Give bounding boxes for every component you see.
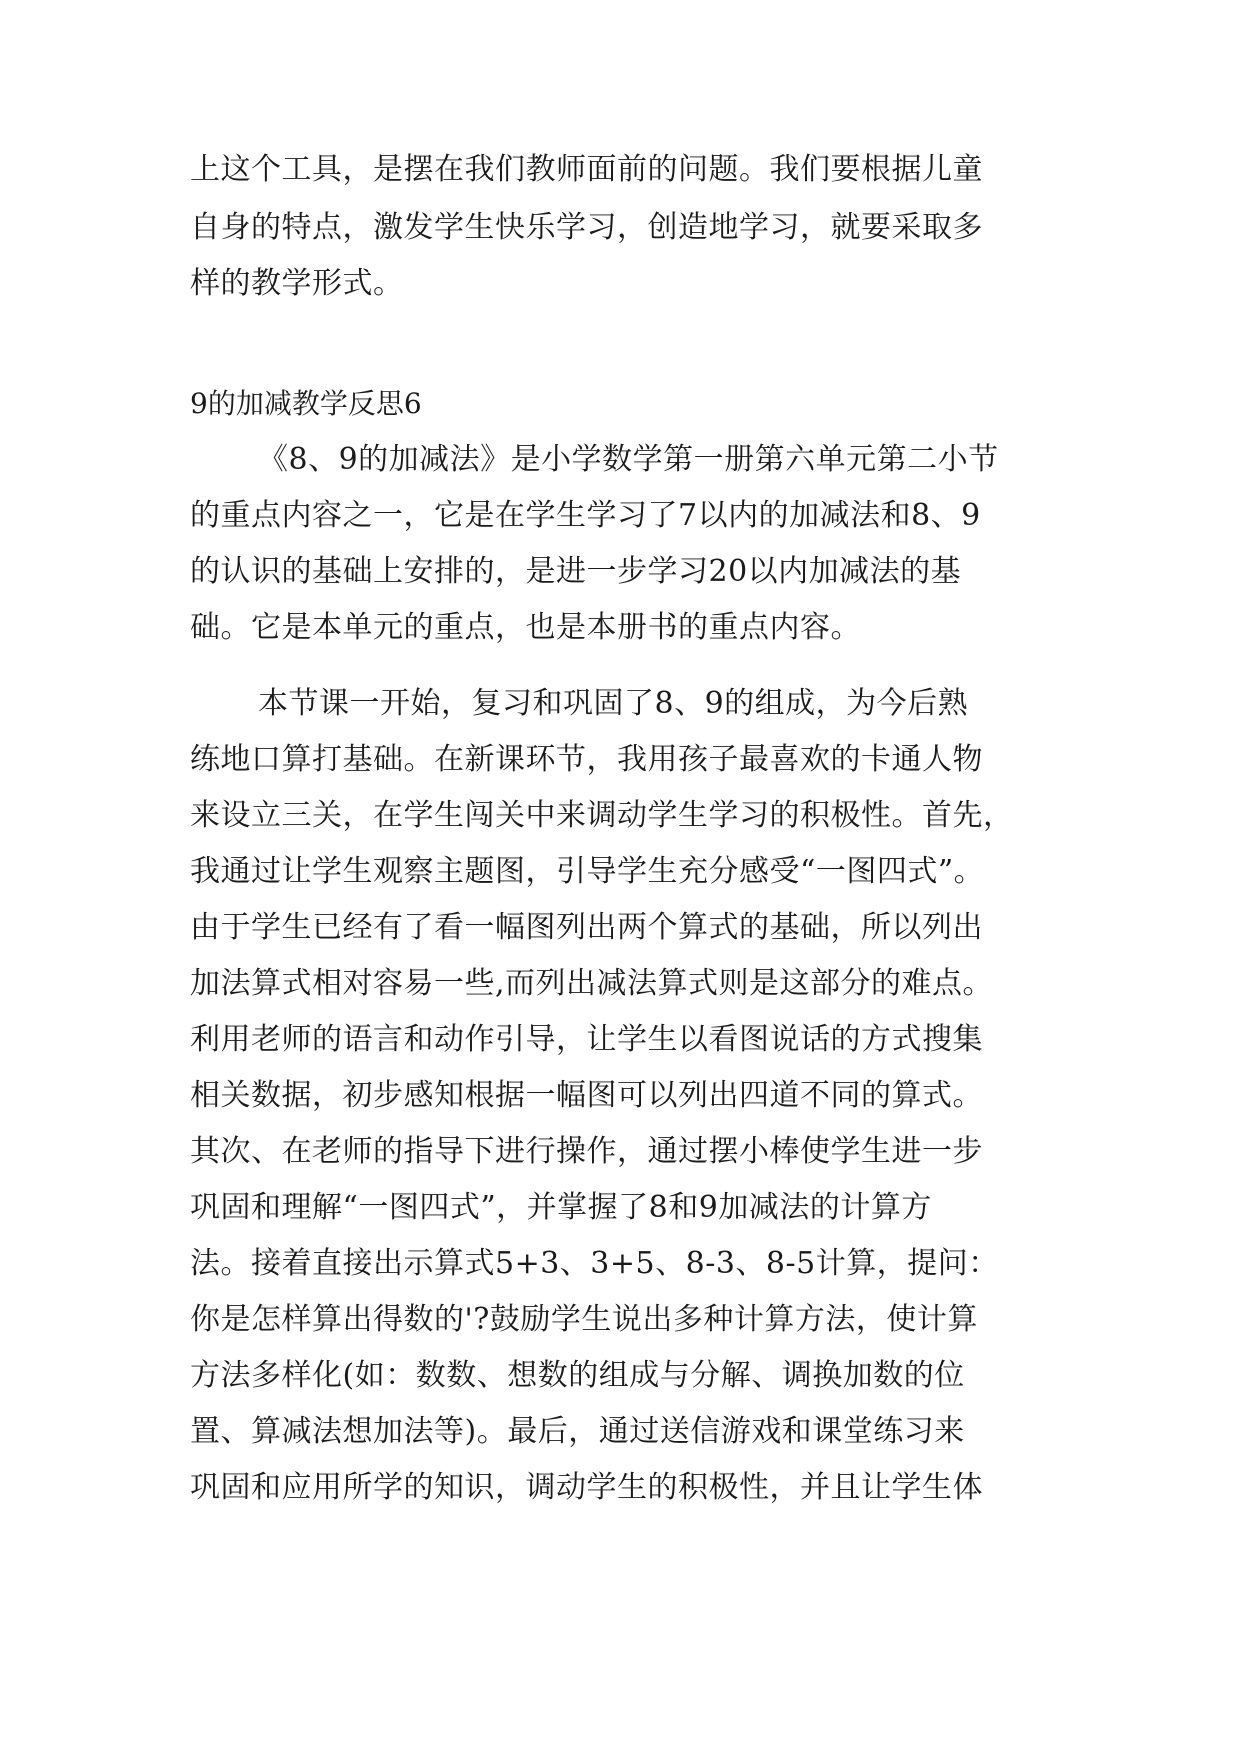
body-text-line: 置、算减法想加法等)。最后，通过送信游戏和课堂练习来: [190, 1414, 965, 1449]
body-text-line: 的认识的基础上安排的，是进一步学习20以内加减法的基: [190, 554, 962, 589]
body-text-line: 来设立三关，在学生闯关中来调动学生学习的积极性。首先，: [190, 798, 1014, 833]
body-text-line: 的重点内容之一，它是在学生学习了7以内的加减法和8、9: [190, 498, 981, 533]
body-text-line: 其次、在老师的指导下进行操作，通过摆小棒使学生进一步: [190, 1134, 983, 1169]
body-text-line: 样的教学形式。: [190, 266, 404, 301]
body-text-line: 本节课一开始，复习和巩固了8、9的组成，为今后熟: [258, 686, 969, 721]
body-text-line: 础。它是本单元的重点，也是本册书的重点内容。: [190, 610, 861, 645]
body-text-line: 法。接着直接出示算式5+3、3+5、8-3、8-5计算，提问：: [190, 1246, 999, 1281]
body-text-line: 我通过让学生观察主题图，引导学生充分感受“一图四式”。: [190, 854, 985, 889]
body-text-line: 利用老师的语言和动作引导，让学生以看图说话的方式搜集: [190, 1022, 983, 1057]
body-text-line: 巩固和应用所学的知识，调动学生的积极性，并且让学生体: [190, 1470, 983, 1505]
body-text-line: 由于学生已经有了看一幅图列出两个算式的基础，所以列出: [190, 910, 983, 945]
body-text-line: 练地口算打基础。在新课环节，我用孩子最喜欢的卡通人物: [190, 742, 983, 777]
body-text-line: 《8、9的加减法》是小学数学第一册第六单元第二小节: [258, 442, 999, 477]
body-text-line: 加法算式相对容易一些,而列出减法算式则是这部分的难点。: [190, 966, 994, 1001]
body-text-line: 相关数据，初步感知根据一幅图可以列出四道不同的算式。: [190, 1078, 983, 1113]
section-heading: 9的加减教学反思6: [190, 387, 422, 420]
body-text-line: 方法多样化(如：数数、想数的组成与分解、调换加数的位: [190, 1358, 965, 1393]
body-text-line: 自身的特点，激发学生快乐学习，创造地学习，就要采取多: [190, 210, 983, 245]
body-text-line: 上这个工具，是摆在我们教师面前的问题。我们要根据儿童: [190, 152, 983, 187]
body-text-line: 你是怎样算出得数的'?鼓励学生说出多种计算方法，使计算: [190, 1302, 978, 1337]
body-text-line: 巩固和理解“一图四式”，并掌握了8和9加减法的计算方: [190, 1190, 932, 1225]
